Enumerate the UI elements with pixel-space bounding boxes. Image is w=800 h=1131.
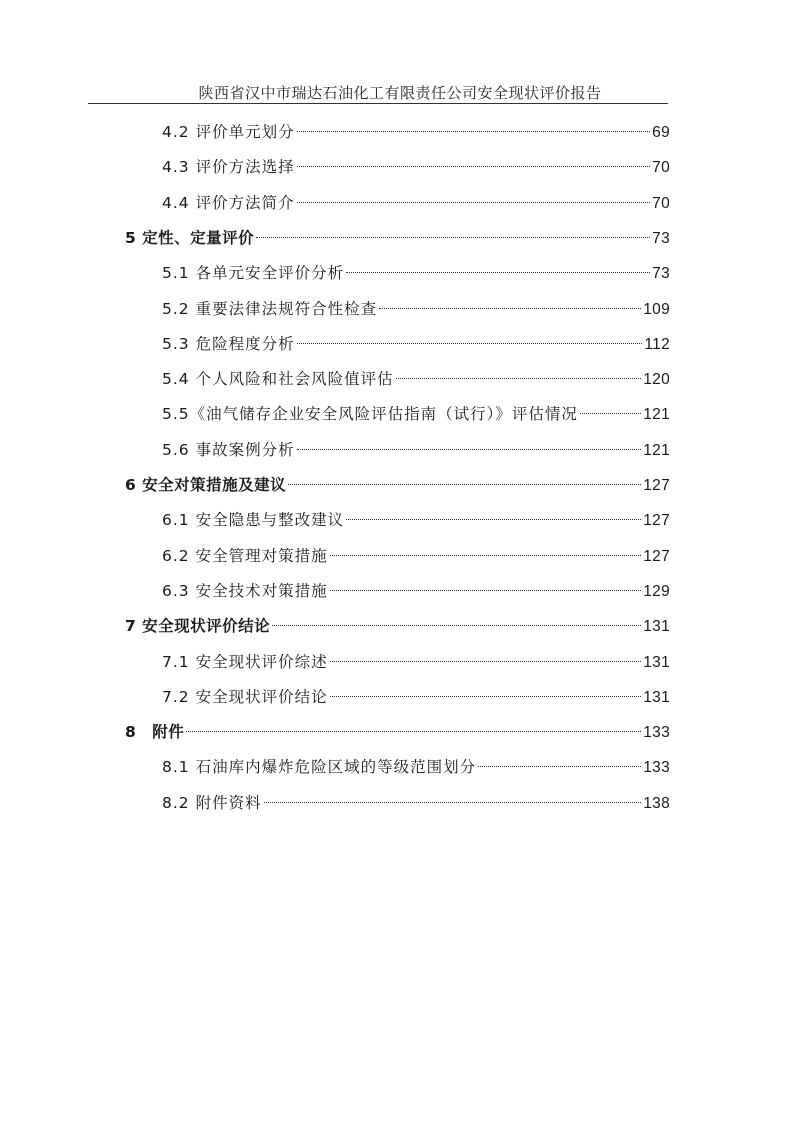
toc-entry-label: 8.2 附件资料 <box>162 793 262 812</box>
toc-entry-label: 5.1 各单元安全评价分析 <box>162 264 345 283</box>
toc-leader-dots <box>297 166 651 167</box>
toc-entry-page-number: 131 <box>643 618 670 636</box>
toc-leader-dots <box>297 131 651 132</box>
toc-entry[interactable] <box>162 544 670 568</box>
toc-entry-page-number: 73 <box>652 229 670 247</box>
toc-entry-page-number: 127 <box>643 512 670 530</box>
toc-entry-label: 5.2 重要法律法规符合性检查 <box>162 299 378 318</box>
toc-entry[interactable] <box>162 791 670 815</box>
toc-entry[interactable] <box>162 755 670 779</box>
toc-entry-page-number: 73 <box>652 265 670 283</box>
toc-leader-dots <box>330 590 642 591</box>
toc-leader-dots <box>264 802 642 803</box>
toc-leader-dots <box>297 449 642 450</box>
toc-entry-label: 4.4 评价方法简介 <box>162 193 295 212</box>
toc-entry-label: 5.5《油气储存企业安全风险评估指南（试行）》评估情况 <box>162 405 578 424</box>
toc-entry-label: 8 附件 <box>125 723 185 742</box>
toc-entry[interactable] <box>125 473 670 497</box>
toc-entry[interactable] <box>125 720 670 744</box>
toc-entry[interactable] <box>162 191 670 215</box>
toc-leader-dots <box>478 766 641 767</box>
toc-leader-dots <box>580 413 641 414</box>
toc-entry-label: 7 安全现状评价结论 <box>125 617 271 636</box>
toc-entry[interactable] <box>162 367 670 391</box>
toc-entry[interactable] <box>162 438 670 462</box>
toc-leader-dots <box>256 237 650 238</box>
toc-entry-label: 5.6 事故案例分析 <box>162 440 295 459</box>
toc-entry-page-number: 133 <box>643 759 670 777</box>
toc-entry[interactable] <box>162 579 670 603</box>
toc-leader-dots <box>272 625 641 626</box>
toc-entry-page-number: 70 <box>652 159 670 177</box>
toc-entry-page-number: 131 <box>643 653 670 671</box>
toc-entry-label: 6.2 安全管理对策措施 <box>162 546 328 565</box>
toc-entry-label: 4.2 评价单元划分 <box>162 123 295 141</box>
toc-entry-label: 8.1 石油库内爆炸危险区域的等级范围划分 <box>162 758 477 777</box>
toc-entry-label: 5.3 危险程度分析 <box>162 334 295 353</box>
toc-entry-label: 4.3 评价方法选择 <box>162 158 295 177</box>
toc-leader-dots <box>288 484 641 485</box>
toc-leader-dots <box>330 696 642 697</box>
toc-entry[interactable] <box>162 261 670 285</box>
toc-entry[interactable] <box>162 297 670 321</box>
toc-leader-dots <box>330 555 642 556</box>
toc-leader-dots <box>297 202 651 203</box>
toc-entry[interactable] <box>162 402 670 426</box>
toc-entry-page-number: 69 <box>652 124 670 141</box>
toc-leader-dots <box>297 343 643 344</box>
toc-leader-dots <box>379 308 641 309</box>
toc-entry[interactable] <box>162 508 670 532</box>
toc-entry-page-number: 133 <box>643 724 670 742</box>
toc-entry[interactable] <box>162 332 670 356</box>
toc-leader-dots <box>330 661 642 662</box>
toc-entry-page-number: 121 <box>643 441 670 459</box>
toc-entry[interactable] <box>162 650 670 674</box>
toc-entry-label: 7.1 安全现状评价综述 <box>162 652 328 671</box>
header-rule <box>88 103 668 104</box>
toc-entry[interactable] <box>162 120 670 144</box>
toc-entry-page-number: 109 <box>643 300 670 318</box>
toc-entry-label: 6.1 安全隐患与整改建议 <box>162 511 345 530</box>
toc-entry-page-number: 127 <box>643 547 670 565</box>
page-header: 陕西省汉中市瑞达石油化工有限责任公司安全现状评价报告 <box>198 84 602 102</box>
toc-entry-page-number: 138 <box>643 794 670 812</box>
toc-entry-page-number: 112 <box>644 335 670 353</box>
toc-entry[interactable] <box>162 685 670 709</box>
toc-leader-dots <box>396 378 642 379</box>
toc-entry-page-number: 129 <box>643 582 670 600</box>
toc-entry-label: 6 安全对策措施及建议 <box>125 476 287 494</box>
toc-leader-dots <box>186 731 641 732</box>
toc-entry[interactable] <box>125 614 670 638</box>
toc-entry[interactable] <box>125 226 670 250</box>
toc-entry-page-number: 131 <box>643 688 670 706</box>
toc-entry-page-number: 121 <box>643 406 670 424</box>
toc-entry-label: 5.4 个人风险和社会风险值评估 <box>162 370 394 389</box>
toc-entry-label: 7.2 安全现状评价结论 <box>162 687 328 706</box>
toc-entry-page-number: 70 <box>652 194 670 212</box>
toc-entry-page-number: 120 <box>643 371 670 389</box>
toc-leader-dots <box>346 519 641 520</box>
toc-entry-label: 5 定性、定量评价 <box>125 228 255 247</box>
toc-entry[interactable] <box>162 155 670 179</box>
toc-leader-dots <box>346 272 650 273</box>
toc-entry-label: 6.3 安全技术对策措施 <box>162 581 328 600</box>
toc-entry-page-number: 127 <box>643 477 670 494</box>
